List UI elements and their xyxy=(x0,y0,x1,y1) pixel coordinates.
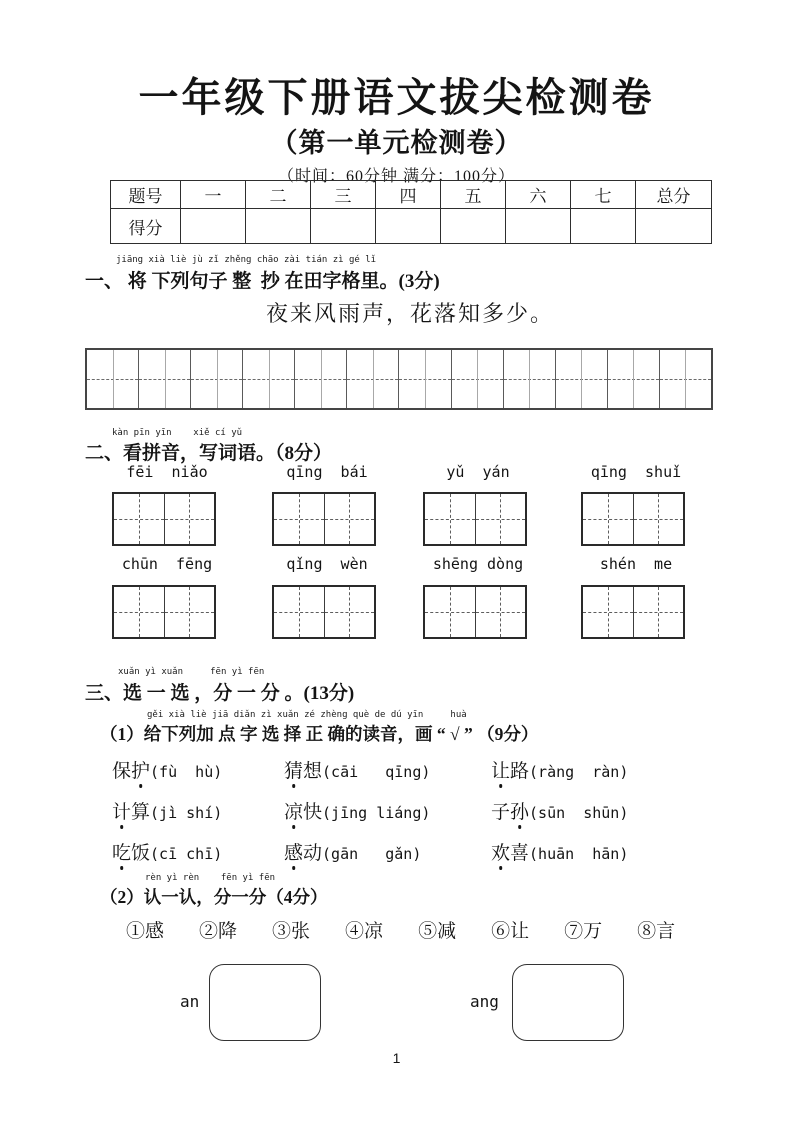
exam-meta: （时间：60分钟 满分：100分） xyxy=(277,168,515,185)
word-character: 算 xyxy=(131,802,151,823)
copy-grid-cell xyxy=(399,350,451,408)
word-character: 保 xyxy=(112,761,132,782)
pinyin-options: (huān hān) xyxy=(529,845,629,863)
copy-grid-cell xyxy=(139,350,191,408)
word-writing-box xyxy=(112,492,216,546)
dotted-character: 计 xyxy=(112,797,131,824)
score-table-empty-cell xyxy=(506,209,571,244)
writing-cell xyxy=(114,494,164,544)
pronunciation-item xyxy=(112,838,222,865)
pinyin-options: (jīng liáng) xyxy=(322,804,431,822)
word-writing-box xyxy=(272,585,376,639)
copy-grid-cell xyxy=(452,350,504,408)
word-pinyin: qīng bái xyxy=(286,463,368,481)
numbered-character: ④凉 xyxy=(345,921,384,942)
score-table-empty-cell xyxy=(376,209,441,244)
score-table-header-cell: 三 xyxy=(311,181,376,209)
numbered-character: ②降 xyxy=(199,921,238,942)
dotted-character: 护 xyxy=(131,756,150,783)
score-table-header-cell: 总分 xyxy=(636,181,712,209)
word-character: 子 xyxy=(491,802,511,823)
score-table-score-label: 得分 xyxy=(111,209,181,244)
score-table-header-cell: 七 xyxy=(571,181,636,209)
word-character: 动 xyxy=(303,843,323,864)
pronunciation-item xyxy=(491,838,628,865)
section3-pinyin: xuǎn yì xuǎn fēn yì fēn xyxy=(118,667,265,677)
bin-label: an xyxy=(180,992,200,1011)
word-character: 快 xyxy=(303,802,323,823)
page-number: 1 xyxy=(392,1050,401,1066)
score-table-header-cell: 六 xyxy=(506,181,571,209)
dotted-character: 凉 xyxy=(284,797,303,824)
writing-cell xyxy=(324,587,375,637)
pinyin-options: (ràng ràn) xyxy=(529,763,629,781)
word-pinyin: qīng shuǐ xyxy=(590,463,682,481)
word-writing-box xyxy=(272,492,376,546)
copy-grid-cell xyxy=(608,350,660,408)
copy-grid-cell xyxy=(295,350,347,408)
numbered-character: ⑥让 xyxy=(491,921,530,942)
bin-box xyxy=(209,964,321,1041)
word-character: 想 xyxy=(303,761,323,782)
copy-grid-cell xyxy=(504,350,556,408)
dotted-character: 让 xyxy=(491,756,510,783)
section3-part2-character-list xyxy=(126,916,675,943)
score-table-header-row xyxy=(111,181,712,209)
writing-cell xyxy=(633,494,684,544)
score-table-header-cell: 二 xyxy=(246,181,311,209)
pronunciation-item xyxy=(112,756,222,783)
pinyin-options: (cāi qīng) xyxy=(322,763,431,781)
page-title: 一年级下册语文拔尖检测卷 xyxy=(138,76,655,120)
score-table-empty-cell xyxy=(636,209,712,244)
score-table-empty-cell xyxy=(441,209,506,244)
dotted-character: 欢 xyxy=(491,838,510,865)
score-table-header-cell: 五 xyxy=(441,181,506,209)
pronunciation-item xyxy=(284,797,430,824)
bin-box xyxy=(512,964,624,1041)
word-pinyin: shēng dòng xyxy=(432,555,524,573)
section1-pinyin: jiāng xià liè jù zǐ zhěng chāo zài tián zì gé lǐ xyxy=(116,255,377,265)
word-pinyin: shén me xyxy=(599,555,673,573)
word-character: 饭 xyxy=(131,843,151,864)
word-writing-box xyxy=(112,585,216,639)
dotted-character: 吃 xyxy=(112,838,131,865)
writing-cell xyxy=(164,494,215,544)
writing-cell xyxy=(164,587,215,637)
pronunciation-item xyxy=(284,756,430,783)
word-writing-box xyxy=(423,492,527,546)
copy-grid-cell xyxy=(243,350,295,408)
pronunciation-item xyxy=(491,797,628,824)
score-table-corner-cell: 题号 xyxy=(111,181,181,209)
pinyin-options: (gān gǎn) xyxy=(322,845,422,863)
section3-part1-pinyin: gěi xià liè jiā diǎn zì xuǎn zé zhèng què de dú yīn huà xyxy=(147,710,467,720)
numbered-character: ③张 xyxy=(272,921,311,942)
word-character: 喜 xyxy=(510,843,530,864)
score-table-header-cell: 一 xyxy=(181,181,246,209)
section3-part2-pinyin: rèn yì rèn fēn yì fēn xyxy=(145,873,276,883)
score-table-empty-cell xyxy=(571,209,636,244)
copy-grid-cell xyxy=(660,350,711,408)
writing-cell xyxy=(274,494,324,544)
word-writing-box xyxy=(423,585,527,639)
section1-sentence: 夜来风雨声，花落知多少。 xyxy=(266,301,555,326)
pinyin-options: (jì shí) xyxy=(150,804,223,822)
dotted-character: 孙 xyxy=(510,797,529,824)
copy-grid-cell xyxy=(87,350,139,408)
word-pinyin: qǐng wèn xyxy=(286,555,368,573)
section2-pinyin: kàn pīn yīn xiě cí yǔ xyxy=(112,428,243,438)
word-writing-box xyxy=(581,585,685,639)
section3-part1-heading: （1）给下列加 点 字 选 择 正 确的读音，画 “ √ ” （9分） xyxy=(100,724,539,744)
dotted-character: 感 xyxy=(284,838,303,865)
score-table-score-row xyxy=(111,209,712,244)
score-table-empty-cell xyxy=(311,209,376,244)
score-table-container xyxy=(110,180,712,244)
writing-cell xyxy=(425,587,475,637)
writing-cell xyxy=(583,494,633,544)
numbered-character: ①感 xyxy=(126,921,165,942)
pronunciation-item xyxy=(491,756,628,783)
pronunciation-item xyxy=(112,797,222,824)
score-table-empty-cell xyxy=(246,209,311,244)
section3-heading: 三、选 一 选 ，分 一 分 。(13分) xyxy=(85,683,355,704)
pinyin-options: (fù hù) xyxy=(150,763,223,781)
dotted-character: 猜 xyxy=(284,756,303,783)
copy-grid-cell xyxy=(191,350,243,408)
word-pinyin: yǔ yán xyxy=(446,463,510,481)
writing-cell xyxy=(583,587,633,637)
pronunciation-item xyxy=(284,838,421,865)
writing-cell xyxy=(324,494,375,544)
score-table-empty-cell xyxy=(181,209,246,244)
writing-cell xyxy=(475,494,526,544)
score-table-header-cell: 四 xyxy=(376,181,441,209)
page-subtitle: （第一单元检测卷） xyxy=(270,128,523,158)
numbered-character: ⑤减 xyxy=(418,921,457,942)
numbered-character: ⑦万 xyxy=(564,921,603,942)
word-writing-box xyxy=(581,492,685,546)
pinyin-options: (cī chī) xyxy=(150,845,223,863)
writing-cell xyxy=(425,494,475,544)
word-pinyin: chūn fēng xyxy=(121,555,213,573)
writing-cell xyxy=(274,587,324,637)
bin-label: ang xyxy=(470,992,499,1011)
numbered-character: ⑧言 xyxy=(637,921,676,942)
pinyin-options: (sūn shūn) xyxy=(529,804,629,822)
word-pinyin: fēi niǎo xyxy=(126,463,208,481)
score-table xyxy=(110,180,712,244)
section2-heading: 二、看拼音，写词语。（8分） xyxy=(85,443,333,464)
copy-grid-cell xyxy=(556,350,608,408)
section1-copy-grid xyxy=(85,348,713,410)
writing-cell xyxy=(633,587,684,637)
copy-grid-cell xyxy=(347,350,399,408)
section1-heading: 一、 将 下列句子 整 抄 在田字格里。(3分) xyxy=(85,271,440,292)
section3-part2-heading: （2）认一认，分一分（4分） xyxy=(100,887,328,907)
writing-cell xyxy=(475,587,526,637)
word-character: 路 xyxy=(510,761,530,782)
writing-cell xyxy=(114,587,164,637)
